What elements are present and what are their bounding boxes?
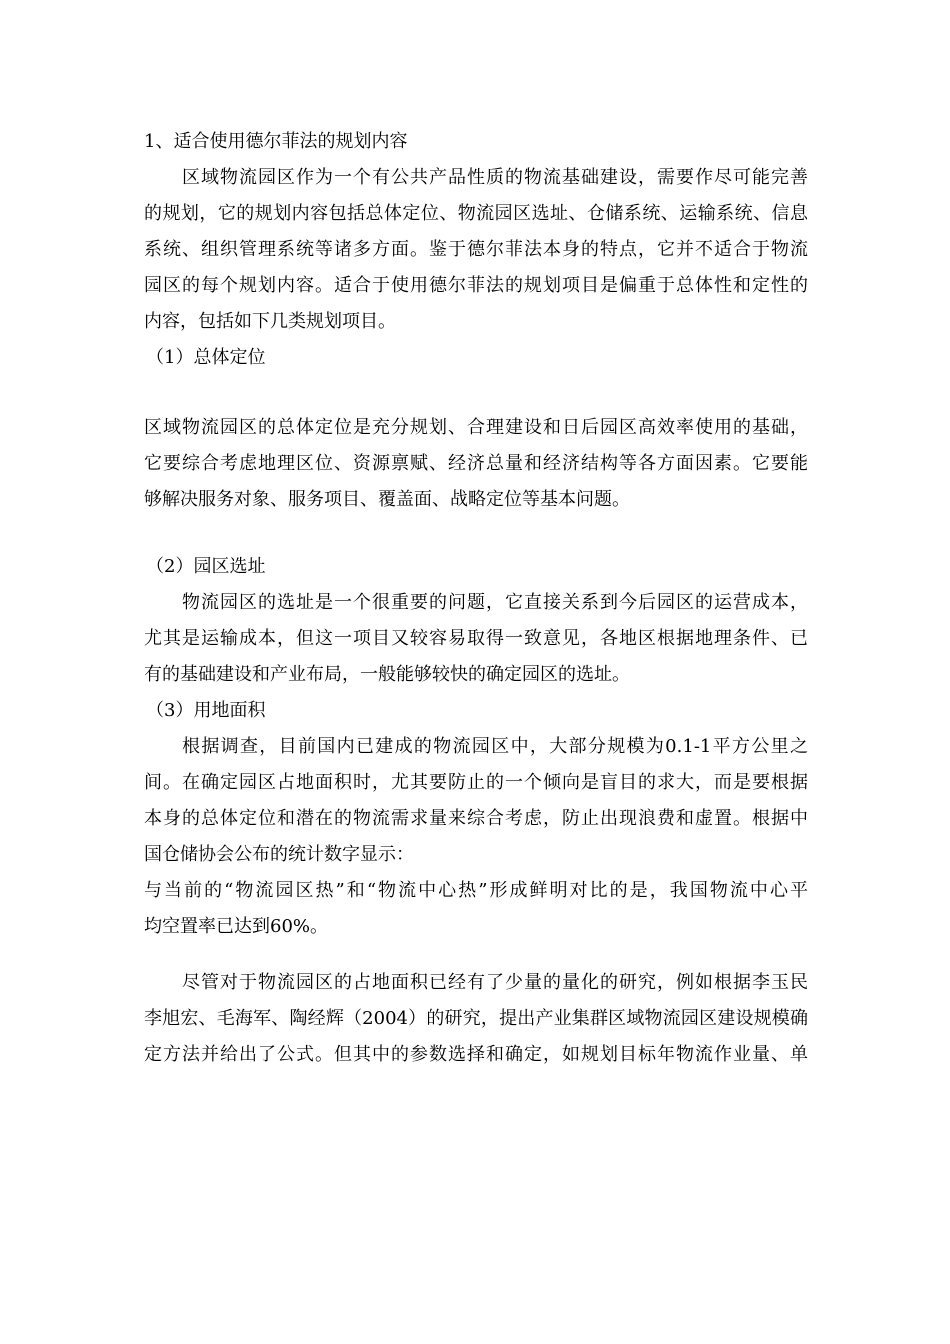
paragraph-line: 李旭宏、毛海军、陶经辉（2004）的研究，提出产业集群区域物流园区建设规模确 (144, 1008, 808, 1029)
paragraph-line: 定方法并给出了公式。但其中的参数选择和确定，如规划目标年物流作业量、单 (144, 1044, 808, 1065)
paragraph-line: 尤其是运输成本，但这一项目又较容易取得一致意见，各地区根据地理条件、已 (144, 628, 808, 649)
paragraph-line: 区域物流园区的总体定位是充分规划、合理建设和日后园区高效率使用的基础， (144, 417, 808, 438)
paragraph-line: 的规划，它的规划内容包括总体定位、物流园区选址、仓储系统、运输系统、信息 (144, 203, 808, 224)
paragraph-line: 根据调查，目前国内已建成的物流园区中，大部分规模为0.1-1平方公里之 (182, 736, 808, 757)
paragraph-line: 够解决服务对象、服务项目、覆盖面、战略定位等基本问题。 (144, 489, 630, 510)
paragraph-line: 间。在确定园区占地面积时，尤其要防止的一个倾向是盲目的求大，而是要根据 (144, 772, 808, 793)
blank-line (144, 376, 808, 410)
paragraph-line: 本身的总体定位和潜在的物流需求量来综合考虑，防止出现浪费和虚置。根据中 (144, 808, 808, 829)
paragraph-line: 有的基础建设和产业布局，一般能够较快的确定园区的选址。 (144, 664, 630, 685)
paragraph-line: 物流园区的选址是一个很重要的问题，它直接关系到今后园区的运营成本， (182, 592, 808, 613)
paragraph-line: 内容，包括如下几类规划项目。 (144, 311, 396, 332)
paragraph-line: 它要综合考虑地理区位、资源禀赋、经济总量和经济结构等各方面因素。它要能 (144, 453, 808, 474)
paragraph-line: 与当前的“物流园区热”和“物流中心热”形成鲜明对比的是，我国物流中心平 (144, 880, 808, 901)
blank-line (144, 518, 808, 549)
document-body (144, 124, 808, 1073)
subsection-heading: （1）总体定位 (146, 347, 266, 368)
section-title: 1、适合使用德尔菲法的规划内容 (144, 131, 408, 152)
subsection-heading: （2）园区选址 (146, 556, 266, 577)
blank-line (144, 945, 808, 965)
paragraph-line: 均空置率已达到60%。 (144, 916, 329, 937)
subsection-heading: （3）用地面积 (146, 700, 266, 721)
paragraph-line: 区域物流园区作为一个有公共产品性质的物流基础建设，需要作尽可能完善 (182, 167, 808, 188)
paragraph-line: 尽管对于物流园区的占地面积已经有了少量的量化的研究，例如根据李玉民 (182, 972, 808, 993)
paragraph-line: 系统、组织管理系统等诸多方面。鉴于德尔菲法本身的特点，它并不适合于物流 (144, 239, 808, 260)
paragraph-line: 园区的每个规划内容。适合于使用德尔菲法的规划项目是偏重于总体性和定性的 (144, 275, 808, 296)
paragraph-line: 国仓储协会公布的统计数字显示： (144, 844, 414, 865)
